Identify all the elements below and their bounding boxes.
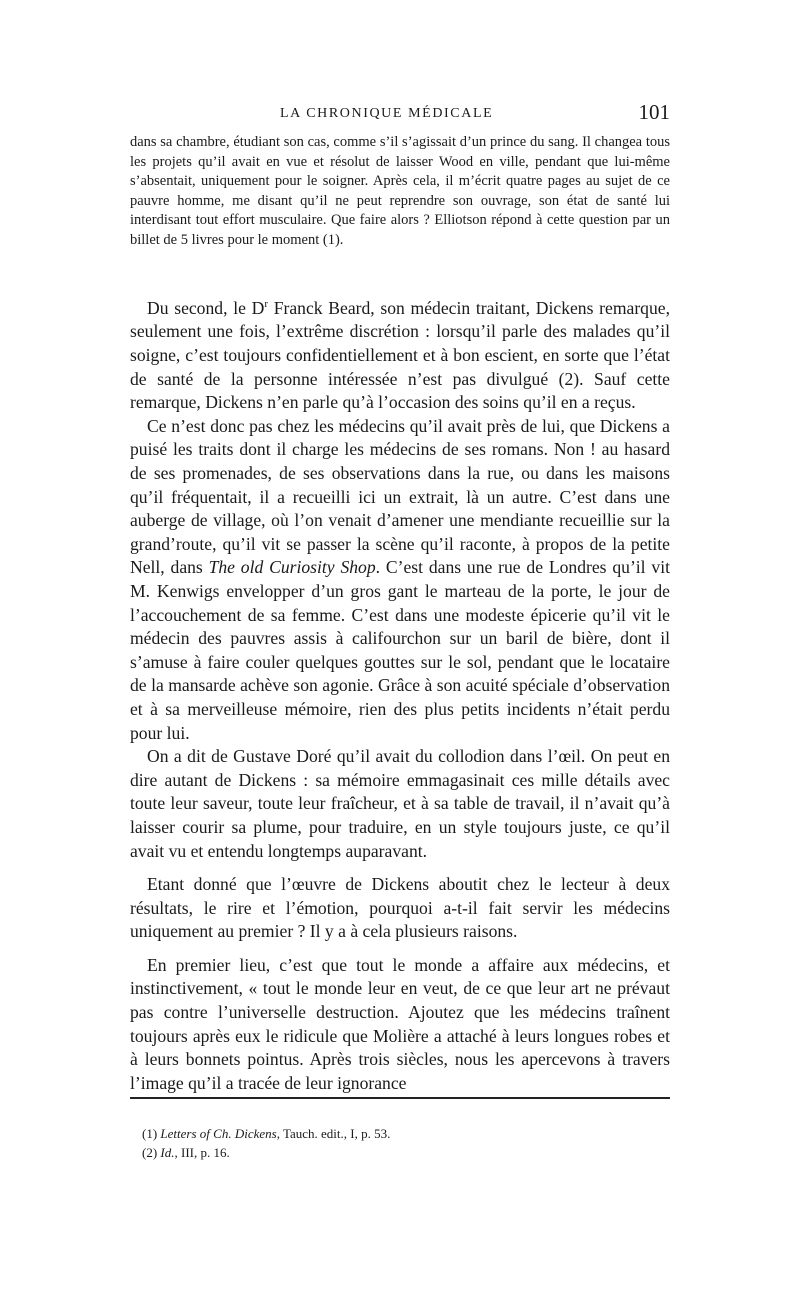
paragraph-rest: Franck Beard, son médecin traitant, Dickens remarque, seulement une fois, l’extrême discrétion : lorsqu’il parle des malades qu’il soigne, c’est toujours confidentiellement et à bon escient, en sorte que l’état de santé de la personne intéressée n’est pas divulgué (2). Sauf cette remarque, Dickens n’en parle qu’à l’occasion des soins qu’il en a reçus.	[130, 297, 670, 413]
footnote-title: Letters of Ch. Dickens	[160, 1126, 277, 1141]
paragraph-lead: Du second, le D	[147, 297, 265, 318]
paragraph-text-before-title: Ce n’est donc pas chez les médecins qu’il avait près de lui, que Dickens a puisé les traits dont il charge les médecins de ses romans. Non ! au hasard de ses promenades, de ses observations dans la rue, ou dans les maisons qu’il fréquentait, il a recueilli ici un extrait, là un autre. C’est dans une auberge de village, où l’on venait d’amener une mendiante recueillie sur la grand’route, qu’il vit se passer la scène qu’il raconte, à propos de la petite Nell, dans	[130, 415, 670, 578]
main-text	[130, 293, 670, 1095]
paragraph-franck-beard	[130, 293, 670, 415]
footnote-marker: (2)	[142, 1145, 158, 1160]
footnote-text: , III, p. 16.	[174, 1145, 230, 1160]
excerpt-paragraph: dans sa chambre, étudiant son cas, comme s’il s’agissait d’un prince du sang. Il changea tous les projets qu’il avait en vue et résolut de laisser Wood en ville, pendant que lui-même s’absentait, uniquement pour le soigner. Après cela, il m’écrit quatre pages au sujet de ce pauvre homme, me disant qu’il ne peut reprendre son ouvrage, son état de santé lui interdisant tout effort musculaire. Que faire alors ? Elliotson répond à cette question par un billet de 5 livres pour le moment (1).	[130, 134, 670, 248]
footnote-1	[142, 1124, 642, 1143]
paragraph-sources-of-traits	[130, 415, 670, 745]
footnotes	[142, 1124, 642, 1162]
footnote-text: , Tauch. edit., I, p. 53.	[276, 1126, 391, 1141]
running-head	[130, 100, 670, 128]
footnote-2	[142, 1143, 642, 1162]
book-title: The old Curiosity Shop	[208, 557, 376, 578]
doctor-abbreviation-superscript: r	[264, 298, 268, 310]
page-number: 101	[638, 100, 670, 124]
footnote-divider	[130, 1097, 670, 1099]
paragraph-text-after-title: . C’est dans une rue de Londres qu’il vit M. Kenwigs envelopper d’un gros gant le marteau de la porte, le jour de l’accouchement de sa femme. C’est dans une modeste épicerie qu’il vit le médecin des pauvres assis à califourchon sur un baril de bière, dont il s’amuse à faire couler quelques gouttes sur le sol, pendant que le locataire de la mansarde achève son agonie. Grâce à son acuité spéciale d’observation et à sa merveilleuse mémoire, rien des plus petits incidents n’était perdu pour lui.	[130, 557, 670, 743]
quoted-excerpt	[130, 133, 670, 251]
paragraph-first-reason: En premier lieu, c’est que tout le monde a affaire aux médecins, et instinctivement, « tout le monde leur en veut, de ce que leur art ne prévaut pas contre l’universelle destruction. Ajoutez que les médecins traînent toujours après eux le ridicule que Molière a attaché à leurs longues robes et à leurs bonnets pointus. Après trois siècles, nous les apercevons à travers l’image qu’il a tracée de leur ignorance	[130, 954, 670, 1093]
paragraph-two-results: Etant donné que l’œuvre de Dickens aboutit chez le lecteur à deux résultats, le rire et l’émotion, pourquoi a-t-il fait servir les médecins uniquement au premier ? Il y a à cela plusieurs raisons.	[130, 874, 670, 942]
footnote-marker: (1)	[142, 1126, 158, 1141]
paragraph-gustave-dore: On a dit de Gustave Doré qu’il avait du collodion dans l’œil. On peut en dire autant de Dickens : sa mémoire emmagasinait ces mille détails avec toute leur saveur, toute leur fraîcheur, et à sa table de travail, il n’avait qu’à laisser courir sa plume, pour traduire, en un style toujours juste, ce qu’il avait vu et entendu longtemps auparavant.	[130, 746, 670, 861]
footnote-title: Id.	[160, 1145, 175, 1160]
running-title: LA CHRONIQUE MÉDICALE	[280, 106, 494, 121]
